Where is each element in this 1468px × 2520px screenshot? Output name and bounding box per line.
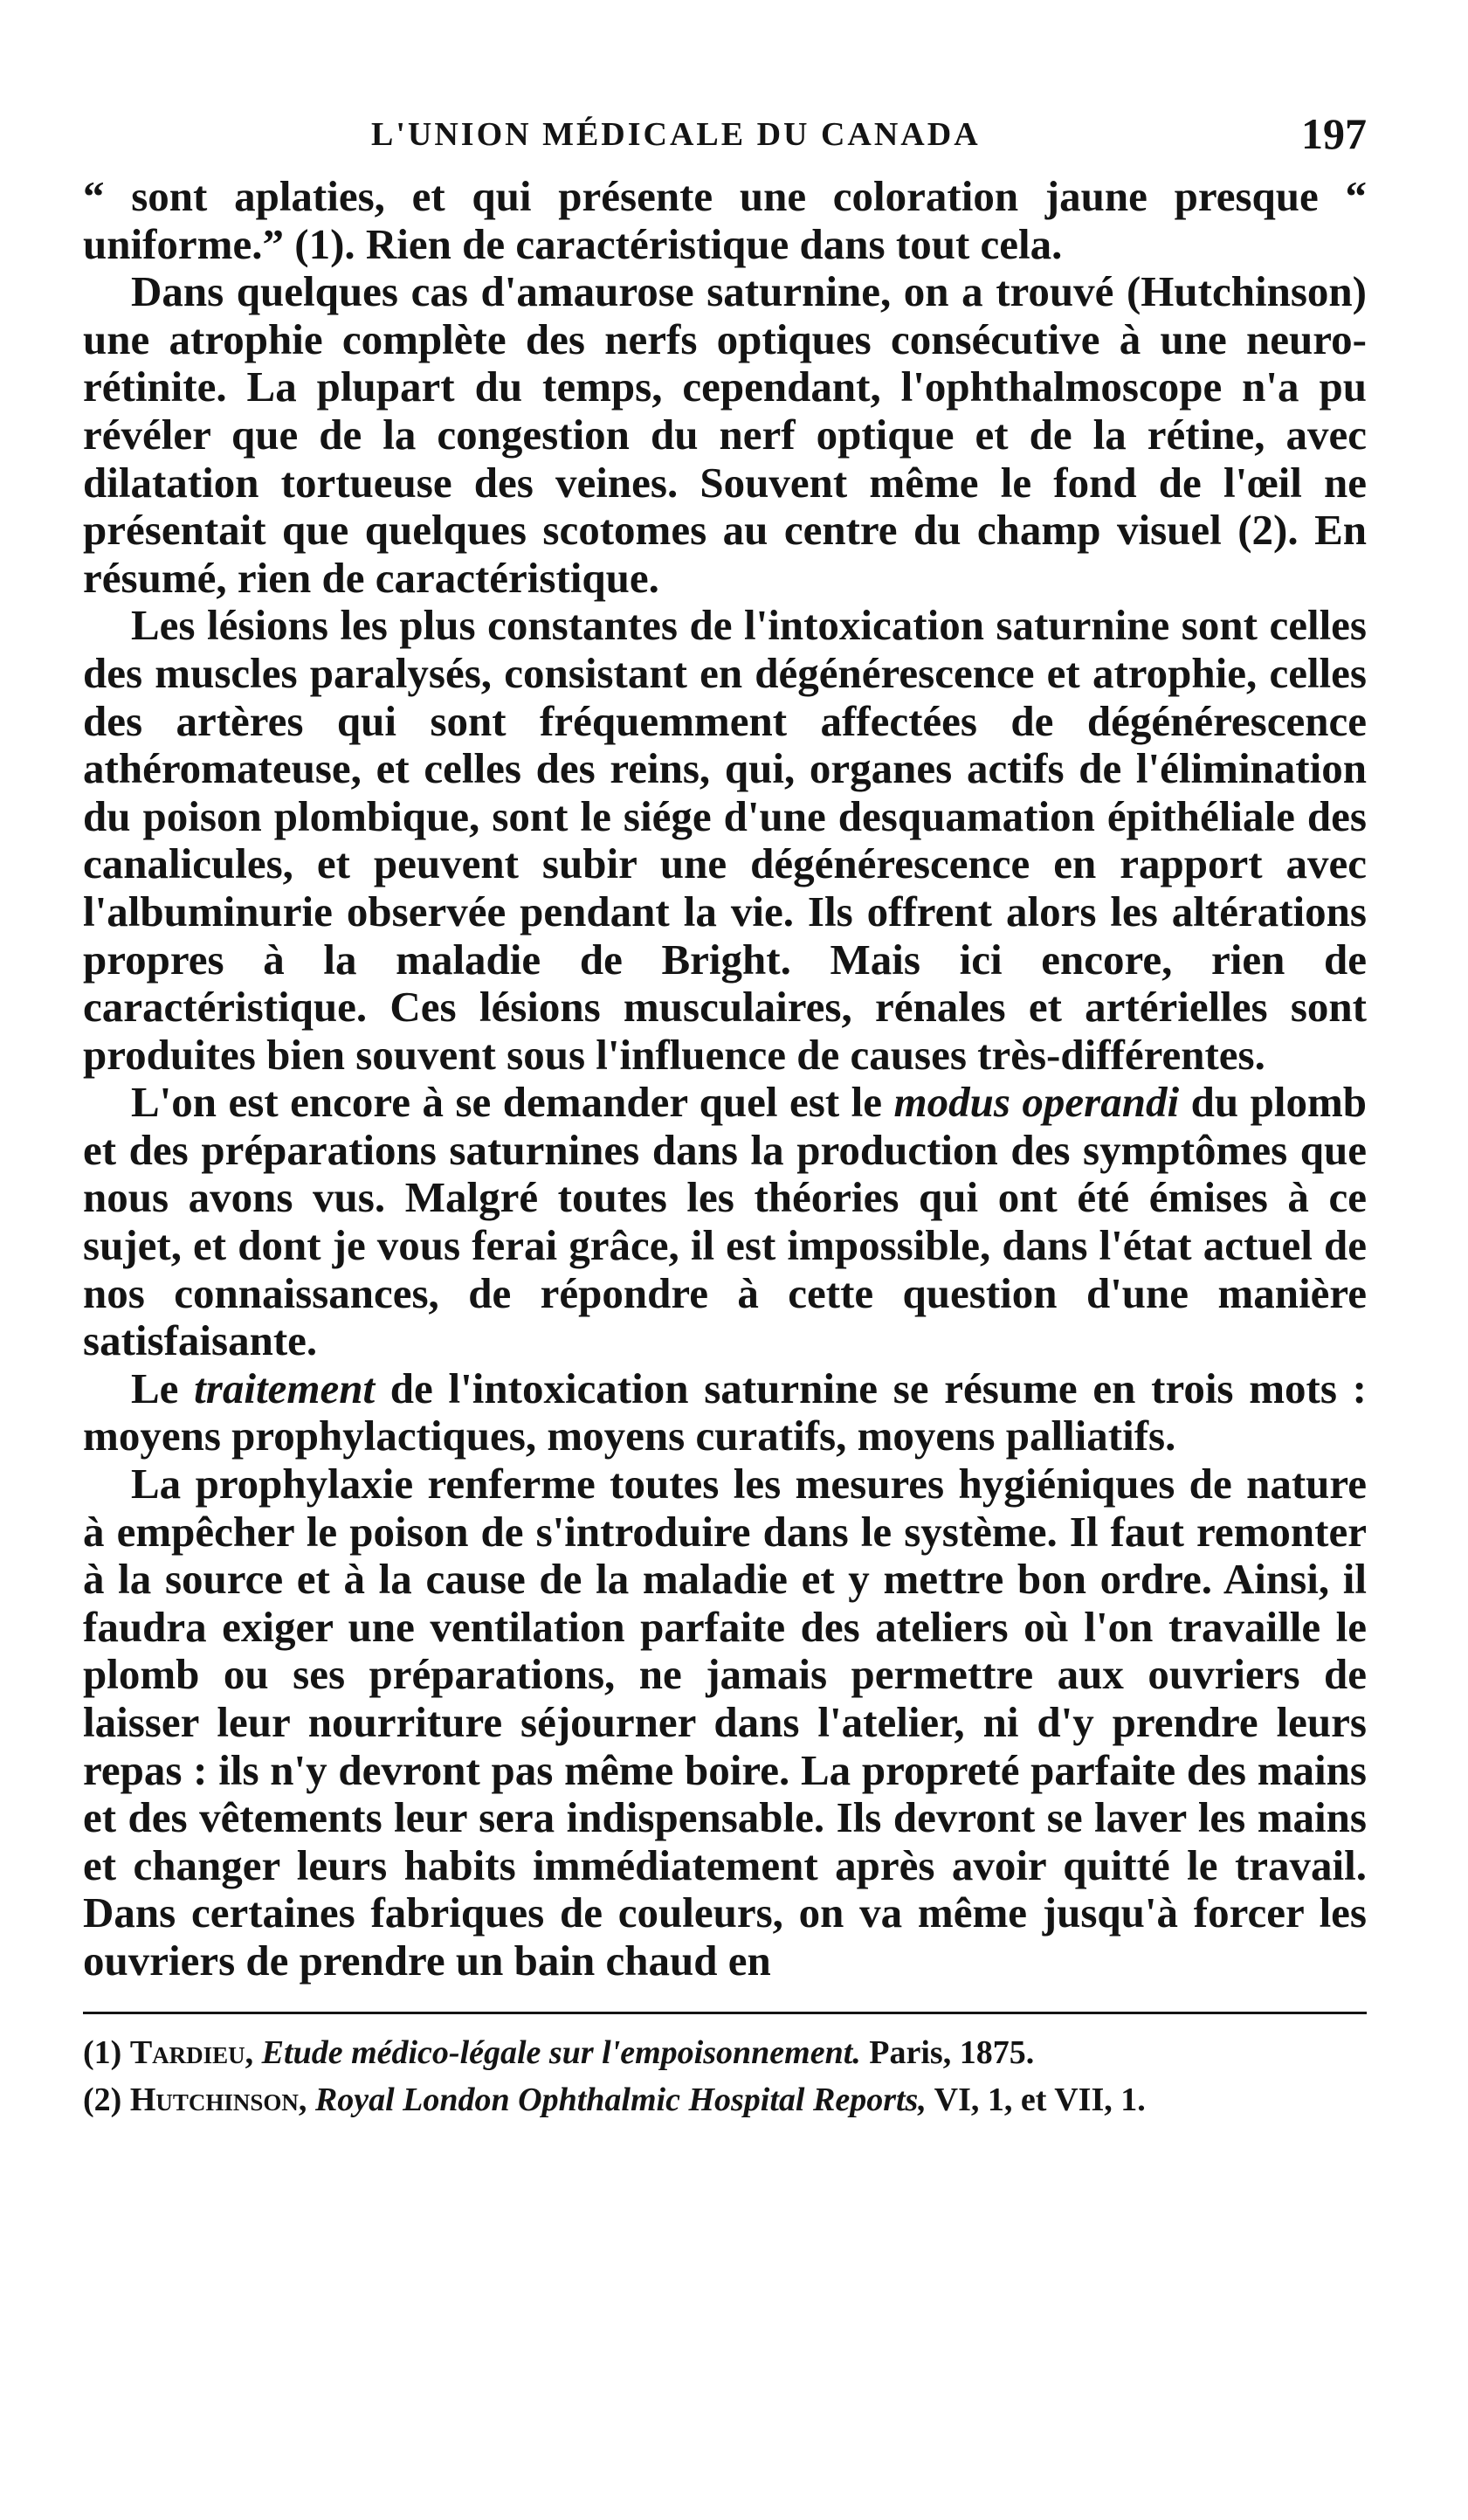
- paragraph-modus-operandi: [83, 1079, 1367, 1365]
- footnotes: [83, 2032, 1367, 2121]
- paragraph-modus-operandi-end: du plomb et des préparations saturnines dans la production des symptômes que nous avons vus. Malgré toutes les théories qui ont été émises à ce sujet, et dont je vous ferai grâce, il est impossible, dans l'état actuel de nos connaissances, de répondre à cette question d'une manière satisfaisante.: [83, 1078, 1368, 1365]
- running-title: L'UNION MÉDICALE DU CANADA: [371, 116, 981, 153]
- footnote-marker: (1): [83, 2033, 122, 2071]
- footnote-marker: (2): [83, 2081, 122, 2118]
- modus-operandi-italic: modus operandi: [893, 1078, 1180, 1127]
- footnote-details: VI, 1, et VII, 1.: [934, 2081, 1146, 2118]
- paragraph-continuation: “ sont aplaties, et qui présente une coloration jaune presque “ uniforme.” (1). Rien de caractéristique dans tout cela.: [83, 172, 1367, 268]
- footnote-title: Etude médico-légale sur l'empoisonnement.: [261, 2033, 861, 2071]
- page-header: [83, 105, 1367, 166]
- paragraph-traitement-start: Le: [131, 1364, 195, 1412]
- footnote-author: Tardieu,: [129, 2033, 254, 2071]
- footnote-details: Paris, 1875.: [869, 2033, 1035, 2071]
- footnote-2: [83, 2079, 1367, 2121]
- footnote-author: Hutchinson,: [129, 2081, 307, 2118]
- page-number: 197: [1301, 109, 1367, 158]
- traitement-italic: traitement: [194, 1364, 376, 1412]
- footnote-title: Royal London Ophthalmic Hospital Reports,: [314, 2081, 927, 2118]
- paragraph-traitement: [83, 1365, 1367, 1460]
- paragraph-amaurose: Dans quelques cas d'amaurose saturnine, on a trouvé (Hutchinson) une atrophie complète des nerfs optiques consécutive à une neuro-rétinite. La plupart du temps, cependant, l'ophthalmoscope n'a pu révéler que de la congestion du nerf optique et de la rétine, avec dilatation tortueuse des veines. Souvent même le fond de l'œil ne présentait que quelques scotomes au centre du champ visuel (2). En résumé, rien de caractéristique.: [83, 267, 1367, 602]
- paragraph-lesions: Les lésions les plus constantes de l'intoxication saturnine sont celles des muscles paralysés, consistant en dégénérescence et atrophie, celles des artères qui sont fréquemment affectées de dégénérescence athéromateuse, et celles des reins, qui, organes actifs de l'élimination du poison plombique, sont le siége d'une desquamation épithéliale des canalicules, et peuvent subir une dégénérescence en rapport avec l'albuminurie observée pendant la vie. Ils offrent alors les altérations propres à la maladie de Bright. Mais ici encore, rien de caractéristique. Ces lésions musculaires, rénales et artérielles sont produites bien souvent sous l'influence de causes très-différentes.: [83, 601, 1367, 1079]
- footnote-1: [83, 2032, 1367, 2074]
- paragraph-prophylaxie: La prophylaxie renferme toutes les mesures hygiéniques de nature à empêcher le poison de s'introduire dans le système. Il faut remonter à la source et à la cause de la maladie et y mettre bon ordre. Ainsi, il faudra exiger une ventilation parfaite des ateliers où l'on travaille le plomb ou ses préparations, ne jamais permettre aux ouvriers de laisser leur nourriture séjourner dans l'atelier, ni d'y prendre leurs repas : ils n'y devront pas même boire. La propreté parfaite des mains et des vêtements leur sera indispensable. Ils devront se laver les mains et changer leurs habits immédiatement après avoir quitté le travail. Dans certaines fabriques de couleurs, on va même jusqu'à forcer les ouvriers de prendre un bain chaud en: [83, 1460, 1367, 1985]
- book-page: [83, 105, 1367, 2126]
- paragraph-traitement-end: de l'intoxication saturnine se résume en trois mots : moyens prophylactiques, moyens curatifs, moyens palliatifs.: [83, 1364, 1367, 1460]
- body-text: [83, 173, 1367, 1985]
- paragraph-modus-operandi-start: L'on est encore à se demander quel est le: [131, 1078, 894, 1127]
- footnote-divider: [83, 2012, 1367, 2014]
